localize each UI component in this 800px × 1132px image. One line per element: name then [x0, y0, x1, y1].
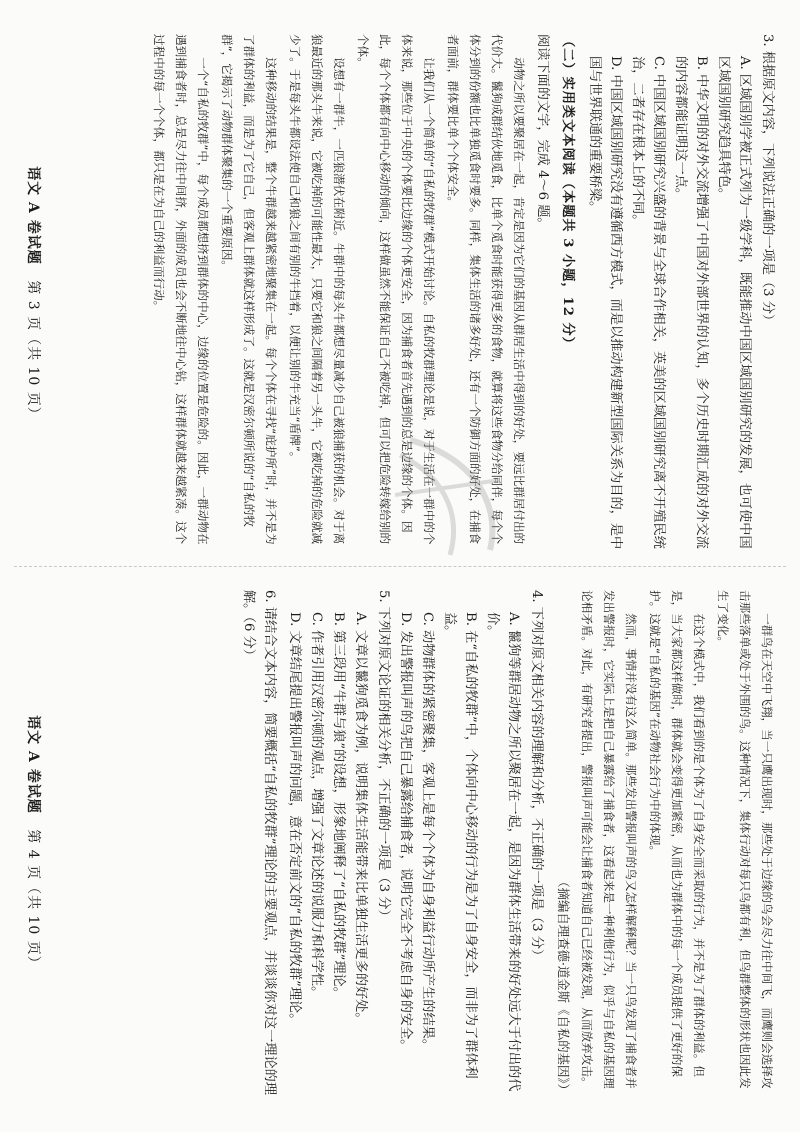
question-5-stem: 5. 下列对原文论证的相关分析，不正确的一项是（3 分） — [376, 590, 391, 923]
question-5 — [284, 590, 394, 1096]
passage-paragraph: 让我们从一个简单的“自私的牧群”模式开始讨论。自私的牧群理论是说，对于生活在一群中的个体来说，那些位于中央的个体要比边缘的个体更安全，因为捕食者首先遇到的总是边缘的个体。因此，每个个体都有向中心移动的倾向，这样做虽然不能保证自己不被吃掉，但可以把危险转嫁给别的个体。 — [356, 34, 436, 545]
page-footer — [22, 590, 43, 1096]
watermark-stamp — [380, 420, 520, 570]
question-4-option-a: A. 鬣狗等群居动物之所以聚居在一起，是因为群体生活带来的好处远大于付出的代价。 — [485, 612, 521, 1092]
question-5-option-c: C. 作者引用汉密尔顿的观点，增强了文章论述的说服力和科学性。 — [309, 612, 324, 1000]
footer-page-number: 第 3 页（共 10 页） — [25, 280, 41, 422]
question-3-stem: 3. 根据原文内容，下列说法正确的一项是（3 分） — [760, 34, 775, 328]
reading-passage-part-2 — [576, 590, 778, 1096]
reading-instruction: 阅读下面的文字，完成 4～6 题。 — [535, 34, 550, 231]
footer-page-number: 第 4 页（共 10 页） — [25, 829, 41, 971]
footer-subject: 语文 A 卷试题 — [25, 715, 41, 814]
question-5-option-a: A. 文章以鬣狗觅食为例，说明集体生活能带来比单独生活更多的好处。 — [353, 612, 368, 1026]
passage-paragraph: 一个“自私的牧群”中，每个成员都想挤到群体的中心，边缘的位置是危险的。因此，一群动物在遇到捕食者时，总是尽力往中间挤，外面的成员也会不断地往中心钻，这样群体就越来越紧凑。这个过程中的每一个个体，都只是在为自己的利益而行动。 — [152, 34, 210, 545]
page-footer — [22, 34, 43, 554]
question-4-stem: 4. 下列对原文相关内容的理解和分析，不正确的一项是（3 分） — [529, 590, 544, 963]
question-6-stem: 6. 请结合文本内容，简要概括“自私的牧群”理论的主要观点，并谈谈你对这一理论的理解。（6 分） — [241, 590, 277, 1096]
question-4-option-d: D. 发出警报叫声的鸟把自己暴露给捕食者，说明它完全不考虑自身的安全。 — [398, 612, 413, 1053]
question-4 — [395, 590, 547, 1096]
question-5-option-d: D. 文章结尾提出警报叫声的问题，意在否定前文的“自私的牧群”理论。 — [287, 612, 302, 1027]
passage-paragraph: 这种移动的结果是，整个牛群越来越紧密地聚集在一起。每个个体在寻找“庇护所”时，并不是为了群体的利益，而是为了它自己，但客观上群体就这样形成了。这就是汉密尔顿所说的“自私的牧群”，它揭示了动物群体聚集的一个重要原因。 — [220, 34, 278, 545]
question-3-option-d: D. 中国区域国别研究没有遵循西方模式，而是以推动构建新型国际关系为目的，是中国与世界联通的重要桥梁。 — [587, 56, 623, 550]
passage-source: （摘编自理查德·道金斯《自私的基因》） — [556, 875, 571, 1096]
question-4-option-c: C. 动物群体的紧密聚集，客观上是每个个体为自身利益行动所产生的结果。 — [420, 612, 435, 1053]
question-4-option-b: B. 在“自私的牧群”中，个体向中心移动的行为是为了自身安全，而非为了群体利益。 — [442, 612, 478, 1079]
exam-page-4 — [22, 590, 778, 1096]
passage-paragraph: 设想有一群牛，一匹狼潜伏在附近。牛群中的每头牛都想尽量减少自己被狼捕获的机会。对于离狼最近的那头牛来说，它被吃掉的可能性最大，只要它和狼之间隔着另一头牛，它被吃掉的危险就减少了。于是每头牛都设法使自己和狼之间有别的牛挡着，以便让别的牛充当“盾牌”。 — [288, 34, 346, 545]
question-3 — [584, 34, 778, 554]
passage-paragraph: 然而，事情并没有这么简单。那些发出警报叫声的鸟又怎样解释呢？当一只鸟发现了捕食者并发出警报时，它实际上是把自己暴露给了捕食者，这看起来是一种利他行为，似乎与自私的基因理论相矛盾。对此，有研究者提出，警报叫声可能会让捕食者知道自己已经被发现，从而放弃攻击。 — [580, 590, 638, 1089]
footer-subject: 语文 A 卷试题 — [25, 166, 41, 265]
section-heading: （二）实用类文本阅读（本题共 3 小题，12 分） — [560, 34, 575, 351]
question-3-option-b: B. 中华文明的对外交流增强了中国对外部世界的认知，多个历史时期汇成的对外交流的内容都能证明这一点。 — [673, 56, 709, 549]
question-3-option-c: C. 中国区域国别研究兴盛的背景与全球合作相关，英美的区域国别研究离不开殖民统治，二者存在根本上的不同。 — [630, 56, 666, 549]
passage-paragraph: 在这个模式中，我们看到的是个体为了自身安全而采取的行为，并不是为了群体的利益。但是，当大家都这样做时，群体就会变得更加紧密，从而也为群体中的每一个成员提供了更好的保护。这就是“自私的基因”在动物社会行为中的体现。 — [648, 590, 706, 1077]
passage-paragraph: 动物之所以要聚居在一起，肯定是因为它们的基因从群居生活中得到的好处，要远比群居付出的代价大。鬣狗成群结伙地觅食，比单个觅食时能获得更多的食物，就算将这些食物分给同伴，每个个体分到的份额也比单独觅食时要多。同样，集体生活的诸多好处，还有一个防御方面的好处，在捕食者面前，群体要比单个个体安全。 — [446, 34, 526, 545]
passage-paragraph: 一群鸟在天空中飞翔，当一只鹰出现时，那些处于边缘的鸟会尽力往中间飞，而鹰则会选择攻击那些落单或处于外围的鸟。这种情况下，集体行动对每只鸟都有利，但鸟群整体的形状也因此发生了变化。 — [716, 590, 774, 1089]
question-5-option-b: B. 第三段用“牛群与狼”的设想，形象地阐释了“自私的牧群”理论。 — [331, 612, 346, 1000]
question-3-option-a: A. 区域国别学被正式列为一级学科，既能推动中国区域国别研究的发展，也可使中国区域国别研究趋具特色。 — [716, 56, 752, 549]
